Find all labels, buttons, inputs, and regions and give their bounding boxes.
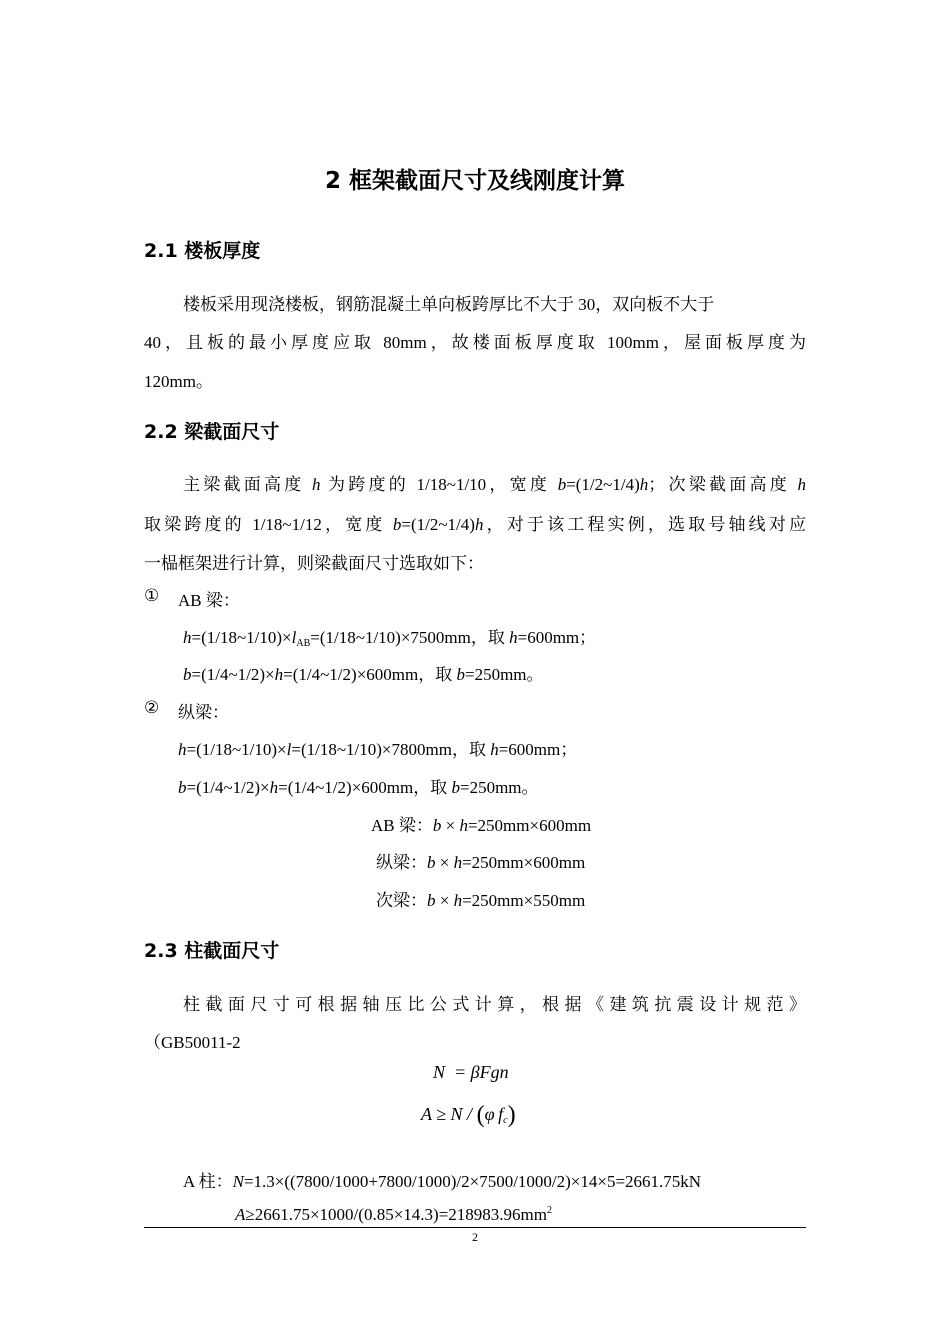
sec1-line-1-text: 楼板采用现浇楼板，钢筋混凝土单向板跨厚比不大于 30，双向板不大于: [183, 295, 715, 314]
column-a-force: A 柱：N=1.3×((7800/1000+7800/1000)/2×7500/1000/2)×14×5=2661.75kN: [183, 1172, 702, 1191]
sec2-line-2: 取梁跨度的 1/18~1/12，宽度 b=(1/2~1/4)h，对于该工程实例，选取号轴线对应: [144, 515, 806, 534]
sec3-line-2: （GB50011-2: [144, 1033, 241, 1052]
sec1-line-3: 120mm。: [144, 372, 213, 391]
page-number: 2: [472, 1230, 478, 1244]
section-heading-2-3: 2.3 柱截面尺寸: [144, 940, 280, 962]
section-heading-2-2: 2.2 梁截面尺寸: [144, 421, 280, 443]
sec2-line-1: 主梁截面高度 h 为跨度的 1/18~1/10，宽度 b=(1/2~1/4)h；次梁截面高度 h: [183, 475, 807, 494]
summary-secondary-beam: 次梁：b × h=250mm×550mm: [376, 891, 586, 910]
summary-ab-beam: AB 梁：b × h=250mm×600mm: [371, 816, 592, 835]
section-heading-2-1: 2.1 楼板厚度: [144, 240, 261, 262]
item-1-formula-h: $h=(1/18\sim 1/10)\times l_{AB}=(1/18\sim 1/10)\times 7500mm$，取 h=600mm；: [183, 628, 597, 649]
item-2-marker: ②: [144, 698, 160, 717]
item-1-formula-b: b=(1/4~1/2)×h=(1/4~1/2)×600mm，取 b=250mm。: [183, 665, 544, 684]
sec3-line-1: 柱截面尺寸可根据轴压比公式计算，根据《建筑抗震设计规范》: [183, 995, 806, 1014]
sec2-line-3: 一榀框架进行计算，则梁截面尺寸选取如下：: [144, 554, 484, 573]
sec1-line-2: 40，且板的最小厚度应取 80mm，故楼面板厚度取 100mm，屋面板厚度为: [144, 333, 806, 352]
equation-axial-force: N = βFgn: [433, 1062, 509, 1082]
equation-area: A ≥ N / (φ $f_c$): [421, 1102, 516, 1128]
footer-divider: [144, 1227, 806, 1228]
item-1-marker: ①: [144, 586, 160, 605]
sec1-line-1: [183, 290, 806, 315]
item-2-formula-b: b=(1/4~1/2)×h=(1/4~1/2)×600mm，取 b=250mm。: [178, 778, 539, 797]
item-1-label: AB 梁：: [178, 591, 240, 610]
item-2-label: 纵梁：: [178, 703, 229, 722]
summary-longitudinal-beam: 纵梁：b × h=250mm×600mm: [376, 853, 586, 872]
page-title: 2 框架截面尺寸及线刚度计算: [324, 168, 625, 194]
item-2-formula-h: h=(1/18~1/10)×l=(1/18~1/10)×7800mm，取 h=600mm；: [178, 740, 578, 759]
column-a-area: $A\ge 2661.75\times 1000/(0.85\times 14.3)=218983.96mm^2$: [235, 1205, 552, 1224]
